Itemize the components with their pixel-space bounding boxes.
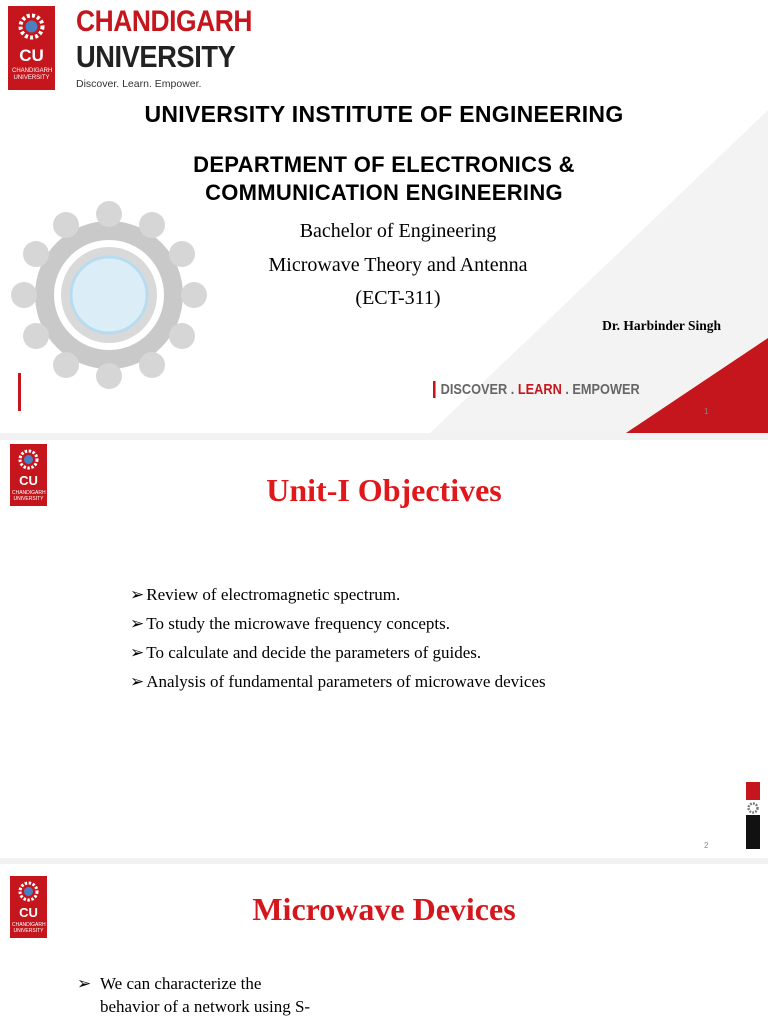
list-item: ➢ To study the microwave frequency concepts.: [130, 609, 546, 638]
brand-name-line1: CHANDIGARH: [76, 5, 252, 38]
course-code: (ECT-311): [355, 287, 441, 309]
author-name: Dr. Harbinder Singh: [602, 318, 721, 333]
side-decoration-red: [746, 782, 760, 800]
logo-mark: CU: [19, 473, 38, 488]
degree-name: Bachelor of Engineering: [299, 220, 497, 242]
course-name: Microwave Theory and Antenna: [268, 254, 528, 276]
slide-title: Microwave Devices: [252, 891, 516, 927]
department-heading-line1: DEPARTMENT OF ELECTRONICS &: [193, 152, 575, 177]
side-gear-icon: [746, 801, 760, 815]
page-number: 2: [704, 841, 709, 850]
bullet-line: We can characterize the: [100, 974, 262, 993]
logo-caption: CHANDIGARH UNIVERSITY: [12, 922, 46, 934]
logo-mark: CU: [19, 46, 44, 65]
gear-globe-icon: [15, 10, 48, 43]
slide-1: [0, 0, 768, 433]
gear-globe-icon: [16, 447, 41, 472]
logo-mark: CU: [19, 905, 38, 920]
list-item: ➢ Review of electromagnetic spectrum.: [130, 580, 546, 609]
department-heading-line2: COMMUNICATION ENGINEERING: [205, 180, 563, 205]
slide-title: Unit-I Objectives: [266, 472, 502, 508]
arrow-bullet-icon: ➢: [77, 974, 92, 993]
motto-part-learn: LEARN: [517, 381, 562, 398]
logo-caption: CHANDIGARH UNIVERSITY: [12, 68, 53, 81]
motto-banner: [433, 381, 640, 398]
slide-separator: [0, 433, 768, 440]
page-number: 1: [704, 407, 709, 416]
list-item: ➢ Analysis of fundamental parameters of microwave devices: [130, 667, 546, 696]
logo-caption: CHANDIGARH UNIVERSITY: [12, 490, 46, 502]
motto-part-empower: . EMPOWER: [561, 381, 640, 398]
university-logo: [8, 6, 55, 90]
motto-part-discover: DISCOVER .: [440, 381, 518, 398]
list-item: ➢ To calculate and decide the parameters of guides.: [130, 638, 546, 667]
institute-heading: UNIVERSITY INSTITUTE OF ENGINEERING: [144, 101, 624, 127]
slide-body-text: [77, 972, 350, 1018]
brand-name-line2: UNIVERSITY: [76, 39, 236, 74]
objectives-list: [130, 580, 546, 696]
side-decoration-black: [746, 815, 760, 849]
accent-bar: [18, 373, 21, 411]
brand-tagline: Discover. Learn. Empower.: [76, 78, 202, 90]
bullet-line: behavior of a network using S-: [100, 997, 311, 1016]
